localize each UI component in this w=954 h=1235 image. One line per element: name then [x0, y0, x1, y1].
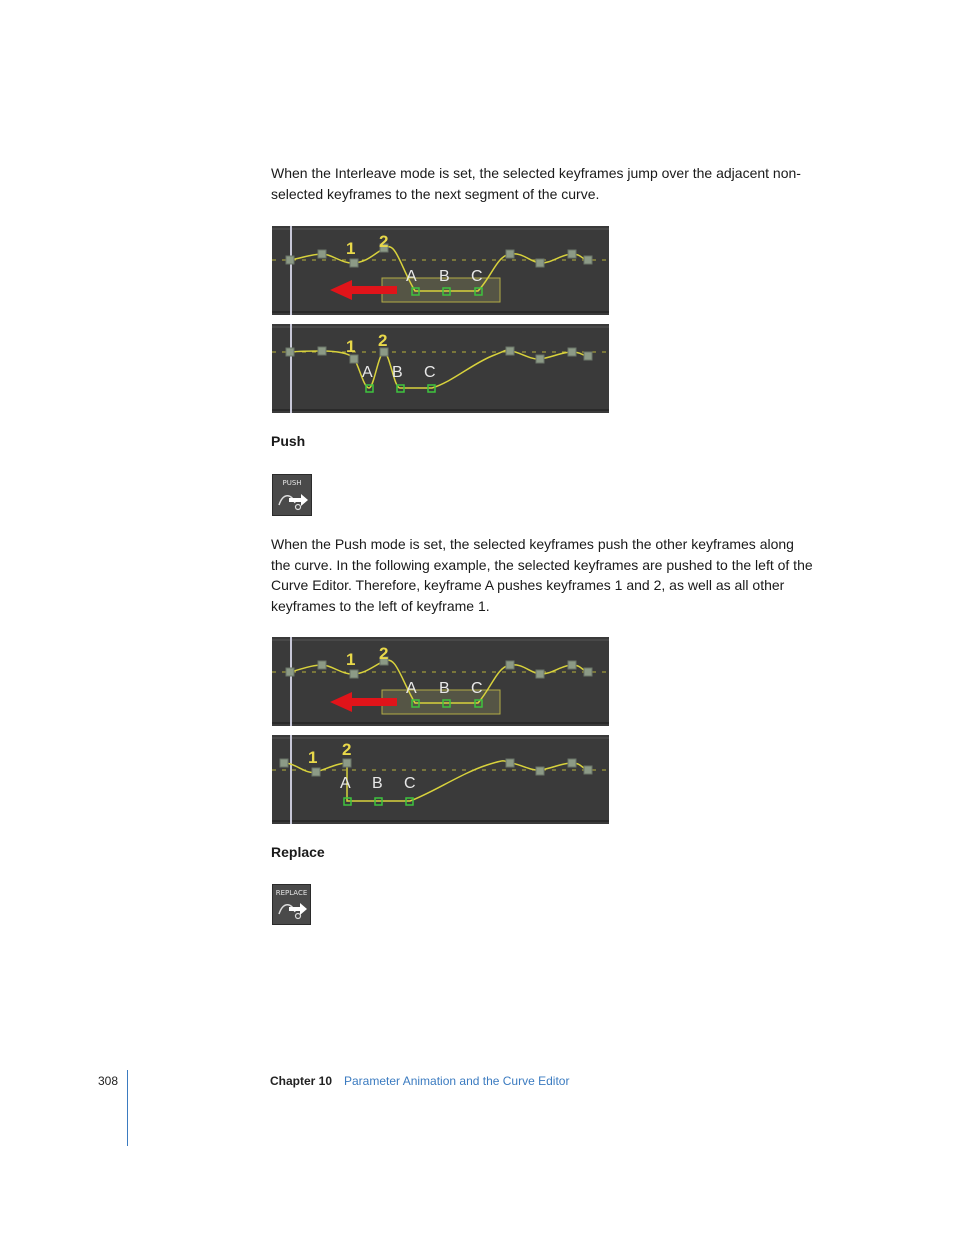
push-tool-icon[interactable]: [272, 474, 312, 516]
keyframe-a-label: A: [340, 775, 351, 792]
keyframe-2-label: 2: [342, 740, 352, 759]
keyframe-1-label: 1: [308, 748, 318, 767]
keyframe-a-label: A: [406, 680, 417, 697]
footer-chapter-title[interactable]: Parameter Animation and the Curve Editor: [344, 1074, 570, 1088]
footer-divider: [127, 1070, 128, 1146]
keyframe-c-label: C: [471, 680, 483, 697]
interleave-before-figure: [272, 226, 609, 315]
keyframe-b-label: B: [392, 364, 403, 381]
keyframe-2-label: 2: [379, 232, 389, 251]
footer-chapter: Chapter 10: [270, 1074, 333, 1088]
keyframe-2-label: 2: [378, 331, 388, 350]
push-heading: Push: [271, 433, 306, 449]
keyframe-b-label: B: [439, 680, 450, 697]
keyframe-2-label: 2: [379, 644, 389, 663]
keyframe-b-label: B: [439, 268, 450, 285]
replace-tool-icon[interactable]: [272, 884, 311, 925]
keyframe-1-label: 1: [346, 239, 356, 258]
keyframe-1-label: 1: [346, 337, 356, 356]
replace-heading: Replace: [271, 844, 325, 860]
keyframe-a-label: A: [406, 268, 417, 285]
keyframe-c-label: C: [424, 364, 436, 381]
push-icon-label: PUSH: [282, 479, 302, 487]
keyframe-c-label: C: [471, 268, 483, 285]
keyframe-a-label: A: [362, 364, 373, 381]
push-after-figure: [272, 735, 609, 824]
keyframe-c-label: C: [404, 775, 416, 792]
page-number: 308: [98, 1074, 119, 1088]
interleave-after-figure: [272, 324, 609, 413]
push-description: When the Push mode is set, the selected keyframes push the other keyframes along the curve. In the following example, the selected keyframes are pushed to the left of the Curve Editor. Therefore, keyframe A pushes keyframes 1 and 2, as well as all other keyframes to the left of keyframe 1.: [271, 536, 813, 614]
replace-icon-label: REPLACE: [275, 889, 308, 897]
interleave-description: When the Interleave mode is set, the selected keyframes jump over the adjacent non-selected keyframes to the next segment of the curve.: [271, 165, 801, 202]
keyframe-1-label: 1: [346, 650, 356, 669]
keyframe-b-label: B: [372, 775, 383, 792]
push-before-figure: [272, 637, 609, 726]
